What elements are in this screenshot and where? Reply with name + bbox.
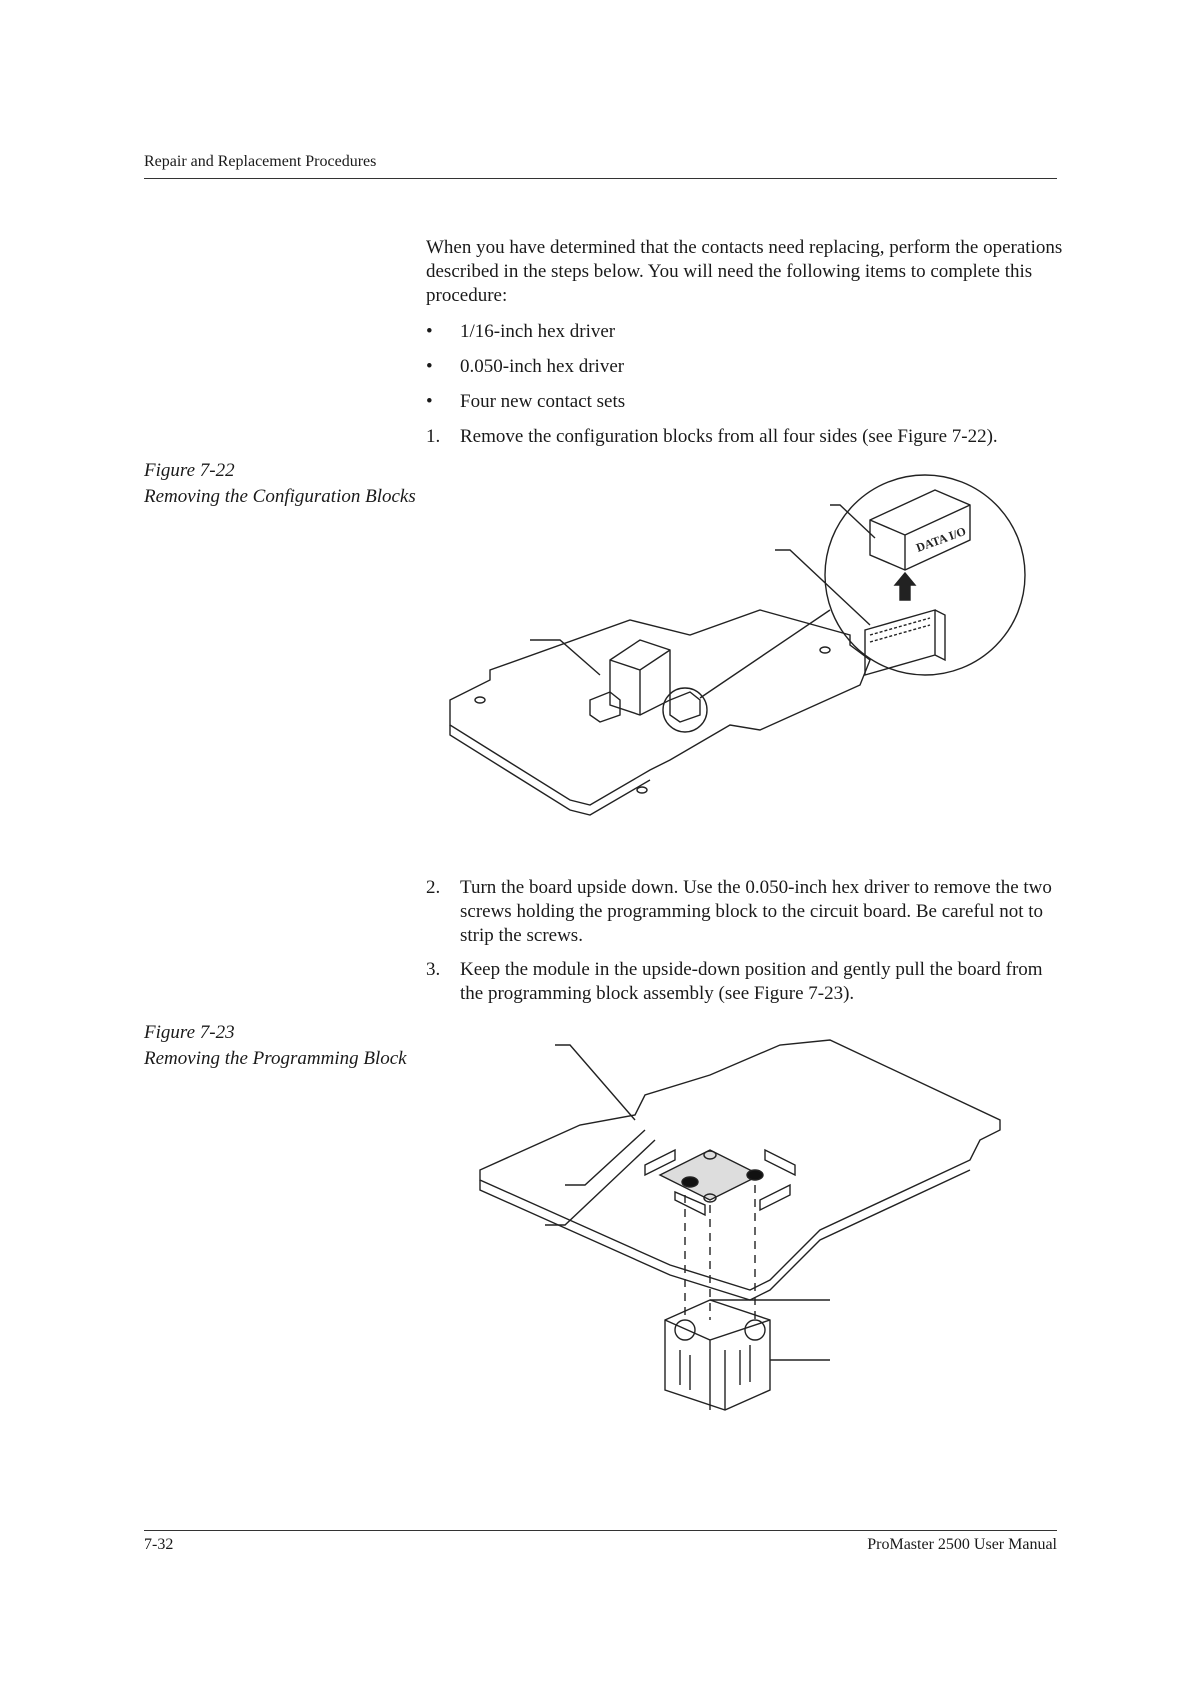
figure-7-23-illustration [470, 1020, 1040, 1420]
intro-paragraph: When you have determined that the contacts need replacing, perform the operations described in the steps below. You will need the following items to complete this procedure: [426, 237, 1063, 306]
footer-rule [144, 1530, 1057, 1531]
manual-title: ProMaster 2500 User Manual [867, 1536, 1057, 1553]
page-number: 7-32 [144, 1536, 174, 1553]
figure-7-23-caption: Figure 7-23 Removing the Programming Block [144, 1022, 407, 1069]
data-io-logo: DATA I/O [914, 523, 968, 555]
header-rule [144, 178, 1057, 179]
running-header: Repair and Replacement Procedures [144, 153, 377, 170]
figure-7-22-caption: Figure 7-22 Removing the Configuration Blocks [144, 460, 416, 507]
figure-7-22-illustration [430, 460, 1050, 840]
